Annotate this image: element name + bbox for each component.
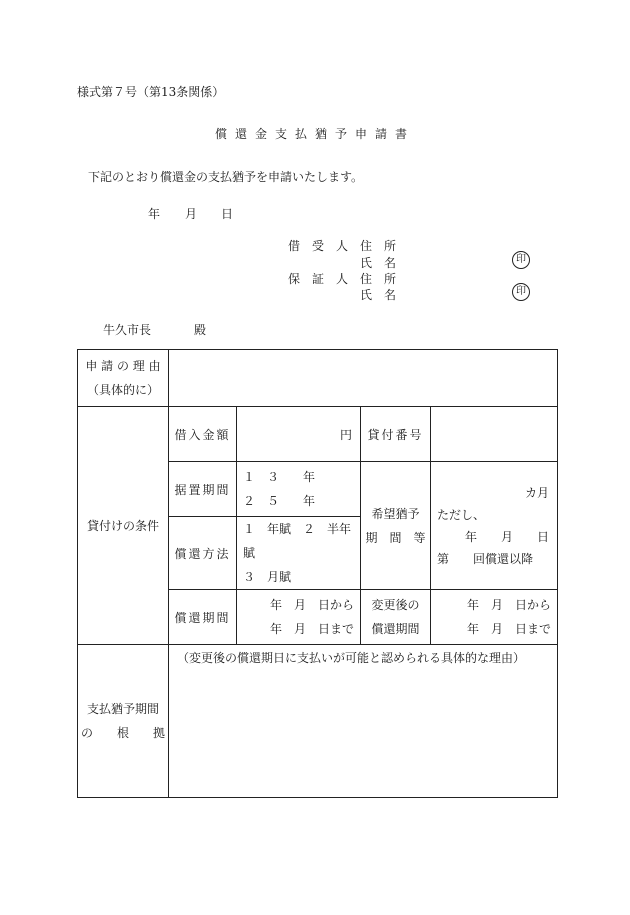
- grace-period-label: 据置期間: [169, 462, 237, 517]
- changed-from: 年 月 日から: [466, 598, 551, 612]
- loan-amount-field[interactable]: [237, 407, 361, 462]
- conditions-label: 貸付けの条件: [78, 407, 169, 645]
- basis-note: （変更後の償還期日に支払いが可能と認められる具体的な理由）: [177, 651, 526, 665]
- wish-label-main: 希望猶予: [371, 506, 420, 521]
- method-option-1: １ 年賦 ２ 半年賦: [243, 522, 352, 560]
- borrower-label: 借 受 人: [288, 239, 349, 253]
- borrower-address-label: 住 所: [360, 239, 397, 253]
- method-option-2: ３ 月賦: [243, 570, 292, 584]
- loan-amount-label: 借入金額: [169, 407, 237, 462]
- changed-until: 年 月 日まで: [466, 622, 551, 636]
- wish-period-label: [361, 462, 431, 590]
- guarantor-name-label: 氏 名: [360, 288, 397, 302]
- basis-label-main: 支払猶予期間: [86, 702, 159, 716]
- grace-option-1: １ ３ 年: [243, 470, 316, 484]
- wish-period-field[interactable]: [431, 462, 558, 590]
- form-number-label: 様式第７号（第13条関係）: [77, 85, 225, 99]
- changed-label-main: 変更後の: [371, 598, 420, 612]
- guarantor-label: 保 証 人: [288, 272, 349, 286]
- guarantor-address-label: 住 所: [360, 272, 397, 286]
- wish-months: カ月: [524, 485, 549, 500]
- basis-label-sub: の 根 拠: [80, 726, 165, 740]
- wish-label-sub: 期 間 等: [365, 530, 426, 545]
- repay-period-label: 償還期間: [169, 590, 237, 645]
- grace-period-options[interactable]: [237, 462, 361, 517]
- yen-unit: 円: [339, 427, 352, 442]
- reason-label: [78, 350, 169, 407]
- application-table: [77, 349, 558, 798]
- intro-text: 下記のとおり償還金の支払猶予を申請いたします。: [88, 170, 364, 184]
- reason-label-main: 申 請 の 理 由: [85, 359, 161, 373]
- borrower-name-label: 氏 名: [360, 256, 397, 270]
- wish-date: 年 月 日: [464, 529, 549, 544]
- wish-however: ただし、: [437, 507, 486, 522]
- grace-option-2: ２ ５ 年: [243, 494, 316, 508]
- repay-period-field[interactable]: [237, 590, 361, 645]
- repay-until: 年 月 日まで: [269, 622, 354, 636]
- basis-label: [78, 645, 169, 798]
- document-title: 償還金支払猶予申請書: [214, 127, 415, 141]
- changed-period-field[interactable]: [431, 590, 558, 645]
- reason-label-sub: （具体的に）: [86, 383, 159, 397]
- loan-number-field[interactable]: [431, 407, 558, 462]
- loan-number-label: 貸付番号: [361, 407, 431, 462]
- borrower-seal: 印: [512, 251, 530, 269]
- repay-from: 年 月 日から: [269, 598, 354, 612]
- basis-field[interactable]: [169, 645, 558, 798]
- repay-method-label: 償還方法: [169, 517, 237, 590]
- date-day: 日: [221, 207, 234, 221]
- reason-field[interactable]: [169, 350, 558, 407]
- guarantor-seal: 印: [512, 283, 530, 301]
- addressee-name: 牛久市長: [103, 323, 152, 337]
- changed-period-label: [361, 590, 431, 645]
- wish-from-installment: 第 回償還以降: [437, 551, 534, 566]
- addressee-honorific: 殿: [194, 323, 207, 337]
- changed-label-sub: 償還期間: [371, 622, 420, 636]
- repay-method-options[interactable]: [237, 517, 361, 590]
- date-year: 年: [148, 207, 161, 221]
- date-month: 月: [185, 207, 198, 221]
